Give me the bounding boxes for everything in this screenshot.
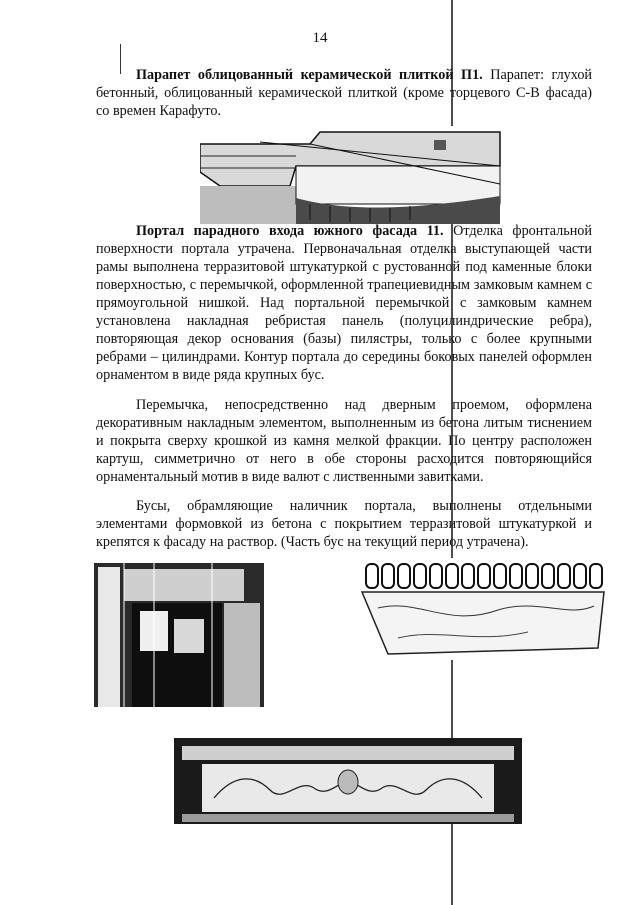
portal-entrance-photo bbox=[94, 563, 264, 707]
parapet-text: Парапет: глухой бетонный, облицованный керамической плиткой (кроме торцевого С-В фасада) со времен Карафуто. bbox=[96, 67, 593, 119]
parapet-paragraph bbox=[96, 66, 592, 120]
page-number: 14 bbox=[312, 30, 328, 46]
lintel-text: Перемычка, непосредственно над дверным проемом, оформлена декоративным накладным элементом, выполненным из бетона литым тиснением и покрыта сверху крошкой из камня мелкой фракции. По центру расположен картуш, симметрично от него в обе стороны расходится повторяющийся орнаментальный мотив в виде валют с лиственными завитками. bbox=[96, 397, 592, 485]
portal-paragraph bbox=[96, 222, 592, 384]
beads-text: Бусы, обрамляющие наличник портала, выполнены отдельными элементами формовкой из бетона с покрытием терразитовой штукатуркой и крепятся к фасаду на раствор. (Часть бус на текущий период утрачена). bbox=[96, 498, 592, 550]
portal-heading: Портал парадного входа южного фасада 11. bbox=[136, 223, 444, 239]
parapet-heading: Парапет облицованный керамической плиткой П1. bbox=[136, 67, 483, 83]
lintel-ornament-photo bbox=[174, 738, 522, 824]
portal-text: Отделка фронтальной поверхности портала утрачена. Первоначальная отделка выступающей части рамы выполнена терразитовой штукатуркой с рустованной под каменные блоки поверхностью, с перемычкой, оформленной трапециевидным замковым камнем с прямоугольной нишкой. Над портальной перемычкой с замковым камнем установлена накладная ребристая панель (полуцилиндрические ребра), повторяющая декор основания (базы) пилястры, только с более крупными ребрами – цилиндрами. Контур портала до середины боковых панелей оформлен орнаментом в виде ряда крупных бус. bbox=[96, 223, 592, 383]
parapet-photo bbox=[200, 126, 506, 224]
beads-paragraph bbox=[96, 497, 592, 551]
beads-ornament-photo bbox=[358, 558, 608, 660]
lintel-paragraph bbox=[96, 396, 592, 486]
